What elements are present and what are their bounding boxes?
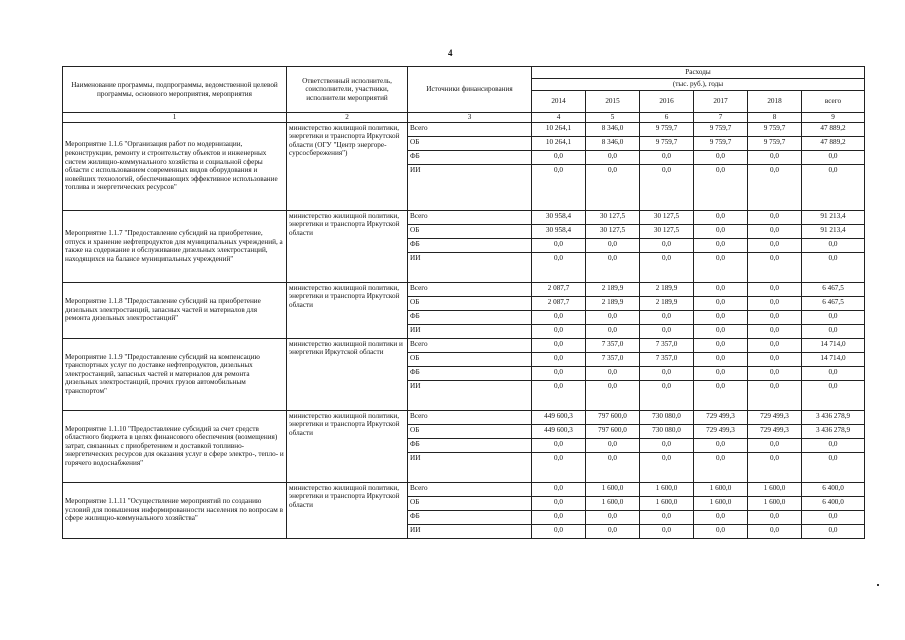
year-value: 0,0 <box>748 510 802 524</box>
year-value: 0,0 <box>694 282 748 296</box>
header-executor: Ответственный исполнитель, соисполнители, участники, исполнители мероприятий <box>287 67 408 113</box>
activity-executor: министерство жилищной политики, энергетики и транспорта Иркутской области <box>287 410 408 482</box>
year-value: 0,0 <box>694 366 748 380</box>
year-value: 0,0 <box>694 252 748 282</box>
total-value: 91 213,4 <box>802 224 865 238</box>
header-year: 2014 <box>532 91 586 113</box>
header-program-name: Наименование программы, подпрограммы, ведомственной целевой программы, основного мероприятия, мероприятия <box>63 67 287 113</box>
year-value: 30 127,5 <box>640 224 694 238</box>
year-value: 0,0 <box>640 310 694 324</box>
total-value: 0,0 <box>802 252 865 282</box>
year-value: 0,0 <box>586 150 640 164</box>
year-value: 0,0 <box>532 338 586 352</box>
year-value: 9 759,7 <box>748 122 802 136</box>
activity-name: Мероприятие 1.1.11 "Осуществление мероприятий по созданию условий для повышения информированности населения по вопросам в сфере жилищно-коммунального хозяйства" <box>63 482 287 538</box>
year-value: 0,0 <box>586 380 640 410</box>
year-value: 0,0 <box>532 366 586 380</box>
year-value: 0,0 <box>748 452 802 482</box>
year-value: 2 087,7 <box>532 296 586 310</box>
year-value: 0,0 <box>748 210 802 224</box>
total-value: 3 436 278,9 <box>802 410 865 424</box>
year-value: 0,0 <box>586 324 640 338</box>
funding-source: Всего <box>408 210 532 224</box>
total-value: 14 714,0 <box>802 338 865 352</box>
total-value: 0,0 <box>802 164 865 210</box>
activity-name: Мероприятие 1.1.6 "Организация работ по модернизации, реконструкции, ремонту и строительству объектов и инженерных систем жилищно-коммунального хозяйства и социальной сферы области с использованием современных видов оборудования и новейших технологий, обеспечивающих эффективное использование топлива и энергетических ресурсов" <box>63 122 287 210</box>
year-value: 0,0 <box>532 380 586 410</box>
funding-source: ИИ <box>408 324 532 338</box>
year-value: 0,0 <box>694 352 748 366</box>
column-number: 7 <box>694 113 748 123</box>
year-value: 0,0 <box>532 482 586 496</box>
funding-source: Всего <box>408 410 532 424</box>
year-value: 0,0 <box>748 324 802 338</box>
year-value: 0,0 <box>694 452 748 482</box>
year-value: 30 958,4 <box>532 210 586 224</box>
year-value: 0,0 <box>748 224 802 238</box>
funding-source: ОБ <box>408 496 532 510</box>
activity-executor: министерство жилищной политики и энергетики Иркутской области <box>287 338 408 410</box>
funding-source: ИИ <box>408 252 532 282</box>
year-value: 0,0 <box>640 438 694 452</box>
funding-source: ИИ <box>408 164 532 210</box>
year-value: 0,0 <box>532 324 586 338</box>
year-value: 0,0 <box>532 252 586 282</box>
total-value: 0,0 <box>802 310 865 324</box>
year-value: 0,0 <box>748 352 802 366</box>
total-value: 0,0 <box>802 238 865 252</box>
activity-executor: министерство жилищной политики, энергетики и транспорта Иркутской области <box>287 482 408 538</box>
year-value: 730 080,0 <box>640 424 694 438</box>
year-value: 1 600,0 <box>748 482 802 496</box>
header-expenses: Расходы <box>532 67 865 79</box>
year-value: 729 499,3 <box>694 410 748 424</box>
year-value: 8 346,0 <box>586 122 640 136</box>
year-value: 0,0 <box>586 524 640 538</box>
year-value: 0,0 <box>640 510 694 524</box>
year-value: 0,0 <box>694 510 748 524</box>
column-number: 2 <box>287 113 408 123</box>
year-value: 0,0 <box>532 496 586 510</box>
year-value: 0,0 <box>586 238 640 252</box>
year-value: 0,0 <box>586 510 640 524</box>
total-value: 6 400,0 <box>802 482 865 496</box>
year-value: 0,0 <box>694 224 748 238</box>
header-units: (тыс. руб.), годы <box>532 79 865 91</box>
year-value: 0,0 <box>748 438 802 452</box>
table-row <box>63 410 865 424</box>
header-year: 2015 <box>586 91 640 113</box>
year-value: 449 600,3 <box>532 424 586 438</box>
year-value: 0,0 <box>640 366 694 380</box>
year-value: 0,0 <box>694 210 748 224</box>
year-value: 449 600,3 <box>532 410 586 424</box>
year-value: 30 127,5 <box>640 210 694 224</box>
year-value: 0,0 <box>694 310 748 324</box>
year-value: 0,0 <box>532 310 586 324</box>
total-value: 91 213,4 <box>802 210 865 224</box>
header-year-total: всего <box>802 91 865 113</box>
activity-name: Мероприятие 1.1.7 "Предоставление субсидий на приобретение, отпуск и хранение нефтепродуктов для муниципальных учреждений, а также на содержание и обслуживание дизельных электростанций, находящихся на балансе муниципальных учреждений" <box>63 210 287 282</box>
year-value: 0,0 <box>640 524 694 538</box>
expenses-table <box>62 66 865 539</box>
year-value: 2 189,9 <box>640 296 694 310</box>
year-value: 0,0 <box>640 324 694 338</box>
year-value: 9 759,7 <box>748 136 802 150</box>
activity-name: Мероприятие 1.1.10 "Предоставление субсидий за счет средств областного бюджета в целях финансового обеспечения (возмещения) затрат, связанных с приобретением и доставкой топливно-энергетических ресурсов для оказания услуг в сфере электро-, тепло- и горячего водоснабжения" <box>63 410 287 482</box>
year-value: 0,0 <box>586 164 640 210</box>
year-value: 0,0 <box>640 164 694 210</box>
column-number: 4 <box>532 113 586 123</box>
funding-source: ОБ <box>408 296 532 310</box>
year-value: 0,0 <box>532 510 586 524</box>
activity-executor: министерство жилищной политики, энергетики и транспорта Иркутской области <box>287 210 408 282</box>
funding-source: Всего <box>408 338 532 352</box>
year-value: 2 189,9 <box>640 282 694 296</box>
header-year: 2017 <box>694 91 748 113</box>
table-body <box>63 122 865 538</box>
year-value: 0,0 <box>694 438 748 452</box>
year-value: 0,0 <box>694 296 748 310</box>
funding-source: ИИ <box>408 380 532 410</box>
column-number: 8 <box>748 113 802 123</box>
column-number: 9 <box>802 113 865 123</box>
year-value: 0,0 <box>532 524 586 538</box>
funding-source: ИИ <box>408 452 532 482</box>
stray-mark <box>877 584 879 586</box>
year-value: 0,0 <box>532 452 586 482</box>
funding-source: ОБ <box>408 424 532 438</box>
year-value: 0,0 <box>748 380 802 410</box>
year-value: 0,0 <box>640 380 694 410</box>
year-value: 0,0 <box>640 238 694 252</box>
year-value: 2 189,9 <box>586 296 640 310</box>
funding-source: ФБ <box>408 150 532 164</box>
total-value: 0,0 <box>802 324 865 338</box>
header-year: 2016 <box>640 91 694 113</box>
year-value: 0,0 <box>532 164 586 210</box>
year-value: 10 264,1 <box>532 136 586 150</box>
year-value: 7 357,0 <box>640 338 694 352</box>
year-value: 7 357,0 <box>586 338 640 352</box>
year-value: 0,0 <box>640 452 694 482</box>
year-value: 30 958,4 <box>532 224 586 238</box>
total-value: 47 889,2 <box>802 122 865 136</box>
year-value: 0,0 <box>694 164 748 210</box>
total-value: 47 889,2 <box>802 136 865 150</box>
year-value: 10 264,1 <box>532 122 586 136</box>
activity-name: Мероприятие 1.1.8 "Предоставление субсидий на приобретение дизельных электростанций, запасных частей и материалов для ремонта дизельных электростанций" <box>63 282 287 338</box>
year-value: 1 600,0 <box>694 496 748 510</box>
year-value: 729 499,3 <box>748 424 802 438</box>
year-value: 0,0 <box>748 524 802 538</box>
year-value: 0,0 <box>748 338 802 352</box>
year-value: 0,0 <box>694 380 748 410</box>
year-value: 30 127,5 <box>586 210 640 224</box>
year-value: 0,0 <box>532 150 586 164</box>
year-value: 0,0 <box>532 438 586 452</box>
total-value: 0,0 <box>802 510 865 524</box>
total-value: 3 436 278,9 <box>802 424 865 438</box>
year-value: 0,0 <box>532 352 586 366</box>
total-value: 14 714,0 <box>802 352 865 366</box>
year-value: 0,0 <box>586 438 640 452</box>
year-value: 0,0 <box>748 296 802 310</box>
year-value: 0,0 <box>694 524 748 538</box>
funding-source: Всего <box>408 482 532 496</box>
total-value: 0,0 <box>802 524 865 538</box>
activity-executor: министерство жилищной политики, энергетики и транспорта Иркутской области <box>287 282 408 338</box>
funding-source: ФБ <box>408 366 532 380</box>
year-value: 0,0 <box>586 366 640 380</box>
total-value: 6 467,5 <box>802 282 865 296</box>
year-value: 1 600,0 <box>586 482 640 496</box>
year-value: 797 600,0 <box>586 424 640 438</box>
year-value: 9 759,7 <box>694 136 748 150</box>
header-funding-source: Источники финансирования <box>408 67 532 113</box>
year-value: 729 499,3 <box>748 410 802 424</box>
activity-executor: министерство жилищной политики, энергетики и транспорта Иркутской области (ОГУ "Центр энергоре-сурсосбережения") <box>287 122 408 210</box>
total-value: 0,0 <box>802 452 865 482</box>
year-value: 0,0 <box>694 338 748 352</box>
total-value: 6 467,5 <box>802 296 865 310</box>
year-value: 0,0 <box>748 282 802 296</box>
funding-source: Всего <box>408 282 532 296</box>
year-value: 0,0 <box>748 238 802 252</box>
year-value: 0,0 <box>748 252 802 282</box>
funding-source: ОБ <box>408 352 532 366</box>
table-row <box>63 482 865 496</box>
year-value: 1 600,0 <box>640 496 694 510</box>
year-value: 7 357,0 <box>586 352 640 366</box>
header-year: 2018 <box>748 91 802 113</box>
year-value: 2 189,9 <box>586 282 640 296</box>
column-number: 6 <box>640 113 694 123</box>
year-value: 0,0 <box>748 150 802 164</box>
column-number-row <box>63 113 865 123</box>
total-value: 0,0 <box>802 150 865 164</box>
year-value: 0,0 <box>586 452 640 482</box>
year-value: 0,0 <box>748 366 802 380</box>
year-value: 2 087,7 <box>532 282 586 296</box>
year-value: 730 080,0 <box>640 410 694 424</box>
year-value: 1 600,0 <box>640 482 694 496</box>
funding-source: ФБ <box>408 510 532 524</box>
year-value: 0,0 <box>694 238 748 252</box>
year-value: 9 759,7 <box>640 122 694 136</box>
column-number: 1 <box>63 113 287 123</box>
column-number: 3 <box>408 113 532 123</box>
total-value: 0,0 <box>802 380 865 410</box>
total-value: 0,0 <box>802 438 865 452</box>
funding-source: ФБ <box>408 238 532 252</box>
activity-name: Мероприятие 1.1.9 "Предоставление субсидий на компенсацию транспортных услуг по доставке нефтепродуктов, дизельных электростанций, запасных частей и материалов для ремонта дизельных электростанций, прочих грузов автомобильным транспортом" <box>63 338 287 410</box>
year-value: 0,0 <box>640 150 694 164</box>
year-value: 0,0 <box>694 324 748 338</box>
total-value: 6 400,0 <box>802 496 865 510</box>
year-value: 0,0 <box>748 164 802 210</box>
table-row <box>63 282 865 296</box>
year-value: 729 499,3 <box>694 424 748 438</box>
page-number: 4 <box>448 48 453 58</box>
year-value: 0,0 <box>586 310 640 324</box>
funding-source: ФБ <box>408 310 532 324</box>
year-value: 1 600,0 <box>586 496 640 510</box>
year-value: 8 346,0 <box>586 136 640 150</box>
funding-source: Всего <box>408 122 532 136</box>
funding-source: ОБ <box>408 136 532 150</box>
total-value: 0,0 <box>802 366 865 380</box>
year-value: 30 127,5 <box>586 224 640 238</box>
year-value: 9 759,7 <box>640 136 694 150</box>
year-value: 1 600,0 <box>694 482 748 496</box>
table-row <box>63 338 865 352</box>
column-number: 5 <box>586 113 640 123</box>
year-value: 797 600,0 <box>586 410 640 424</box>
year-value: 0,0 <box>586 252 640 282</box>
table-row <box>63 122 865 136</box>
year-value: 0,0 <box>694 150 748 164</box>
year-value: 9 759,7 <box>694 122 748 136</box>
year-value: 0,0 <box>532 238 586 252</box>
table-row <box>63 210 865 224</box>
funding-source: ФБ <box>408 438 532 452</box>
year-value: 7 357,0 <box>640 352 694 366</box>
year-value: 0,0 <box>640 252 694 282</box>
funding-source: ИИ <box>408 524 532 538</box>
funding-source: ОБ <box>408 224 532 238</box>
year-value: 0,0 <box>748 310 802 324</box>
year-value: 1 600,0 <box>748 496 802 510</box>
